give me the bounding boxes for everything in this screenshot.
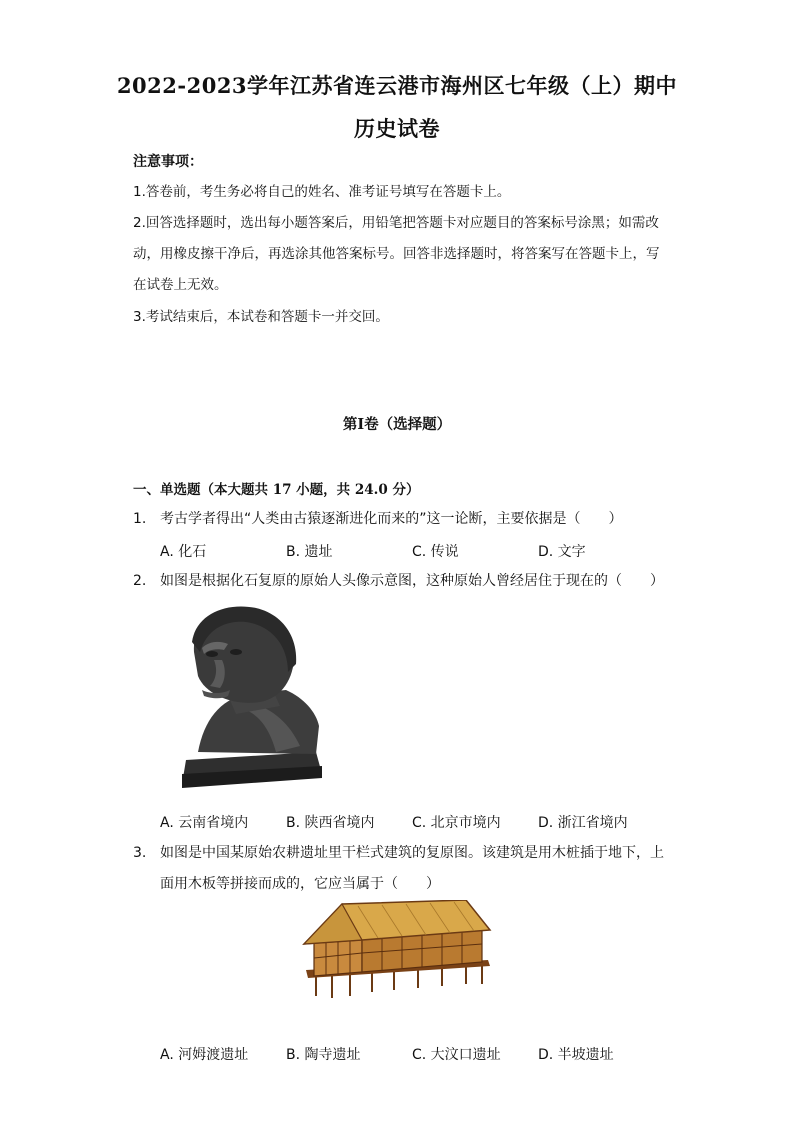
section-title: 第Ⅰ卷（选择题） [342, 416, 452, 433]
option-a[interactable]: A. 河姆渡遗址 [160, 1047, 249, 1063]
question-stem: 如图是中国某原始农耕遗址里干栏式建筑的复原图。该建筑是用木桩插于地下，上面用木板等拼接而成的，它应当属于（ ） [160, 845, 664, 892]
question-2 [133, 566, 673, 597]
option-b[interactable]: B. 遗址 [286, 544, 333, 560]
stilt-house-image [302, 900, 492, 1000]
option-a[interactable]: A. 云南省境内 [160, 815, 249, 831]
question-1 [133, 504, 673, 535]
notice-item-2: 2.回答选择题时，选出每小题答案后，用铅笔把答题卡对应题目的答案标号涂黑；如需改动，用橡皮擦干净后，再选涂其他答案标号。回答非选择题时，将答案写在答题卡上，写在试卷上无效。 [133, 215, 660, 293]
question-number: 3. [133, 845, 147, 861]
question-stem: 如图是根据化石复原的原始人头像示意图，这种原始人曾经居住于现在的（ ） [160, 573, 664, 589]
option-d[interactable]: D. 半坡遗址 [538, 1047, 614, 1063]
notice-item-3: 3.考试结束后，本试卷和答题卡一并交回。 [133, 309, 389, 325]
notice-item-1: 1.答卷前，考生务必将自己的姓名、准考证号填写在答题卡上。 [133, 184, 511, 200]
question-stem: 考古学者得出“人类由古猿逐渐进化而来的”这一论断，主要依据是（ ） [160, 511, 623, 527]
option-c[interactable]: C. 北京市境内 [412, 815, 501, 831]
option-c[interactable]: C. 传说 [412, 544, 459, 560]
option-d[interactable]: D. 文字 [538, 544, 586, 560]
option-d[interactable]: D. 浙江省境内 [538, 815, 628, 831]
notice-heading: 注意事项： [133, 154, 203, 170]
option-c[interactable]: C. 大汶口遗址 [412, 1047, 501, 1063]
exam-title-line1: 2022-2023学年江苏省连云港市海州区七年级（上）期中 [116, 73, 678, 98]
primitive-man-bust-image [176, 602, 326, 790]
question-number: 2. [133, 573, 147, 589]
option-b[interactable]: B. 陕西省境内 [286, 815, 375, 831]
exam-title-line2: 历史试卷 [354, 116, 440, 141]
part-title: 一、单选题（本大题共 17 小题，共 24.0 分） [133, 482, 420, 498]
option-a[interactable]: A. 化石 [160, 544, 207, 560]
question-3 [133, 838, 673, 900]
question-number: 1. [133, 511, 147, 527]
option-b[interactable]: B. 陶寺遗址 [286, 1047, 361, 1063]
